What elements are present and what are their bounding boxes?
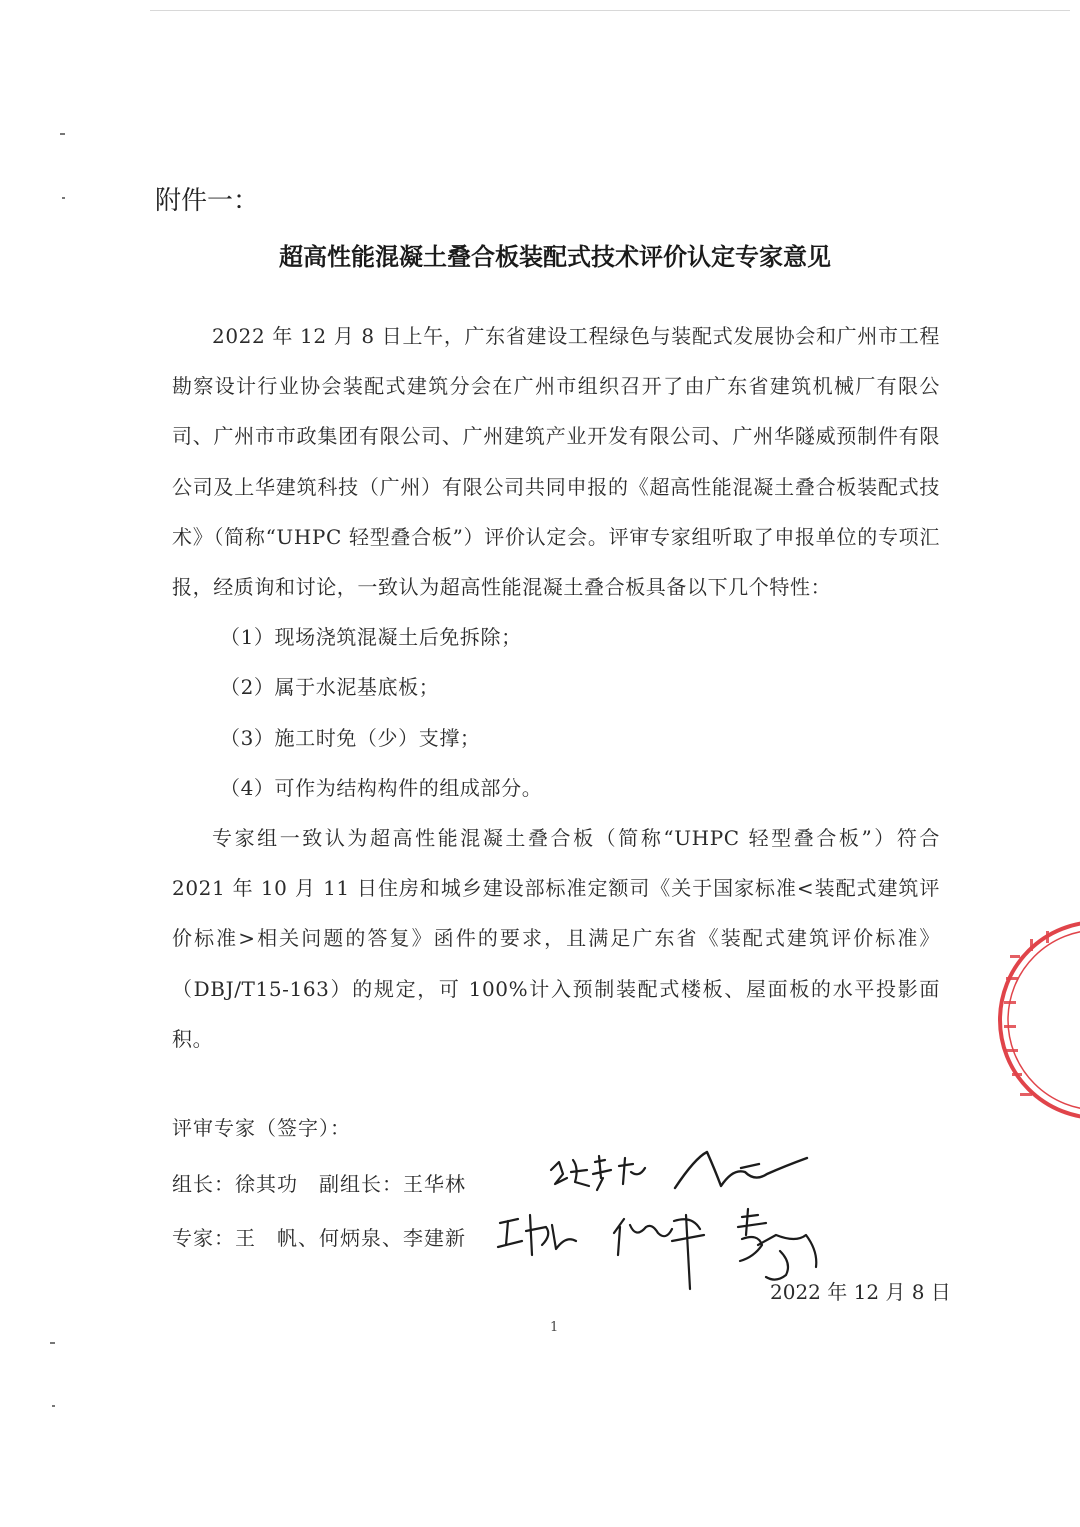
page-number: 1 — [550, 1320, 559, 1335]
document-body — [172, 311, 940, 1064]
intro-paragraph: 2022 年 12 月 8 日上午，广东省建设工程绿色与装配式发展协会和广州市工程勘察设计行业协会装配式建筑分会在广州市组织召开了由广东省建筑机械厂有限公司、广州市市政集团有限公司、广州建筑产业开发有限公司、广州华隧威预制件有限公司及上华建筑科技（广州）有限公司共同申报的《超高性能混凝土叠合板装配式技术》（简称“UHPC 轻型叠合板”）评价认定会。评审专家组听取了申报单位的专项汇报，经质询和讨论，一致认为超高性能混凝土叠合板具备以下几个特性： — [172, 324, 940, 600]
scan-edge-line — [150, 10, 1070, 11]
feature-item: （1）现场浇筑混凝土后免拆除； — [220, 625, 522, 650]
conclusion-paragraph: 专家组一致认为超高性能混凝土叠合板（简称“UHPC 轻型叠合板”）符合 2021 年 10 月 11 日住房和城乡建设部标准定额司《关于国家标准<装配式建筑评价标准>相关问题的答复》函件的要求，且满足广东省《装配式建筑评价标准》（DBJ/T15-163）的规定，可 100%计入预制装配式楼板、屋面板的水平投影面积。 — [172, 826, 940, 1051]
attachment-label: 附件一： — [155, 186, 260, 216]
organization-seal — [990, 915, 1080, 1125]
experts-line: 专家：王 帆、何炳泉、李建新 — [172, 1226, 466, 1250]
signature-heading: 评审专家（签字）： — [172, 1116, 351, 1140]
document-title: 超高性能混凝土叠合板装配式技术评价认定专家意见 — [279, 243, 831, 271]
scan-speck — [50, 1342, 55, 1344]
scan-speck — [62, 197, 65, 199]
scan-speck — [52, 1405, 55, 1407]
scan-speck — [60, 133, 65, 135]
signature-leader-1 — [545, 1148, 820, 1198]
leaders-line: 组长：徐其功 副组长：王华林 — [172, 1172, 466, 1196]
feature-item: （2）属于水泥基底板； — [220, 675, 440, 700]
signing-date: 2022 年 12 月 8 日 — [770, 1280, 951, 1304]
feature-item: （3）施工时免（少）支撑； — [220, 725, 481, 750]
feature-item: （4）可作为结构构件的组成部分。 — [220, 775, 543, 800]
